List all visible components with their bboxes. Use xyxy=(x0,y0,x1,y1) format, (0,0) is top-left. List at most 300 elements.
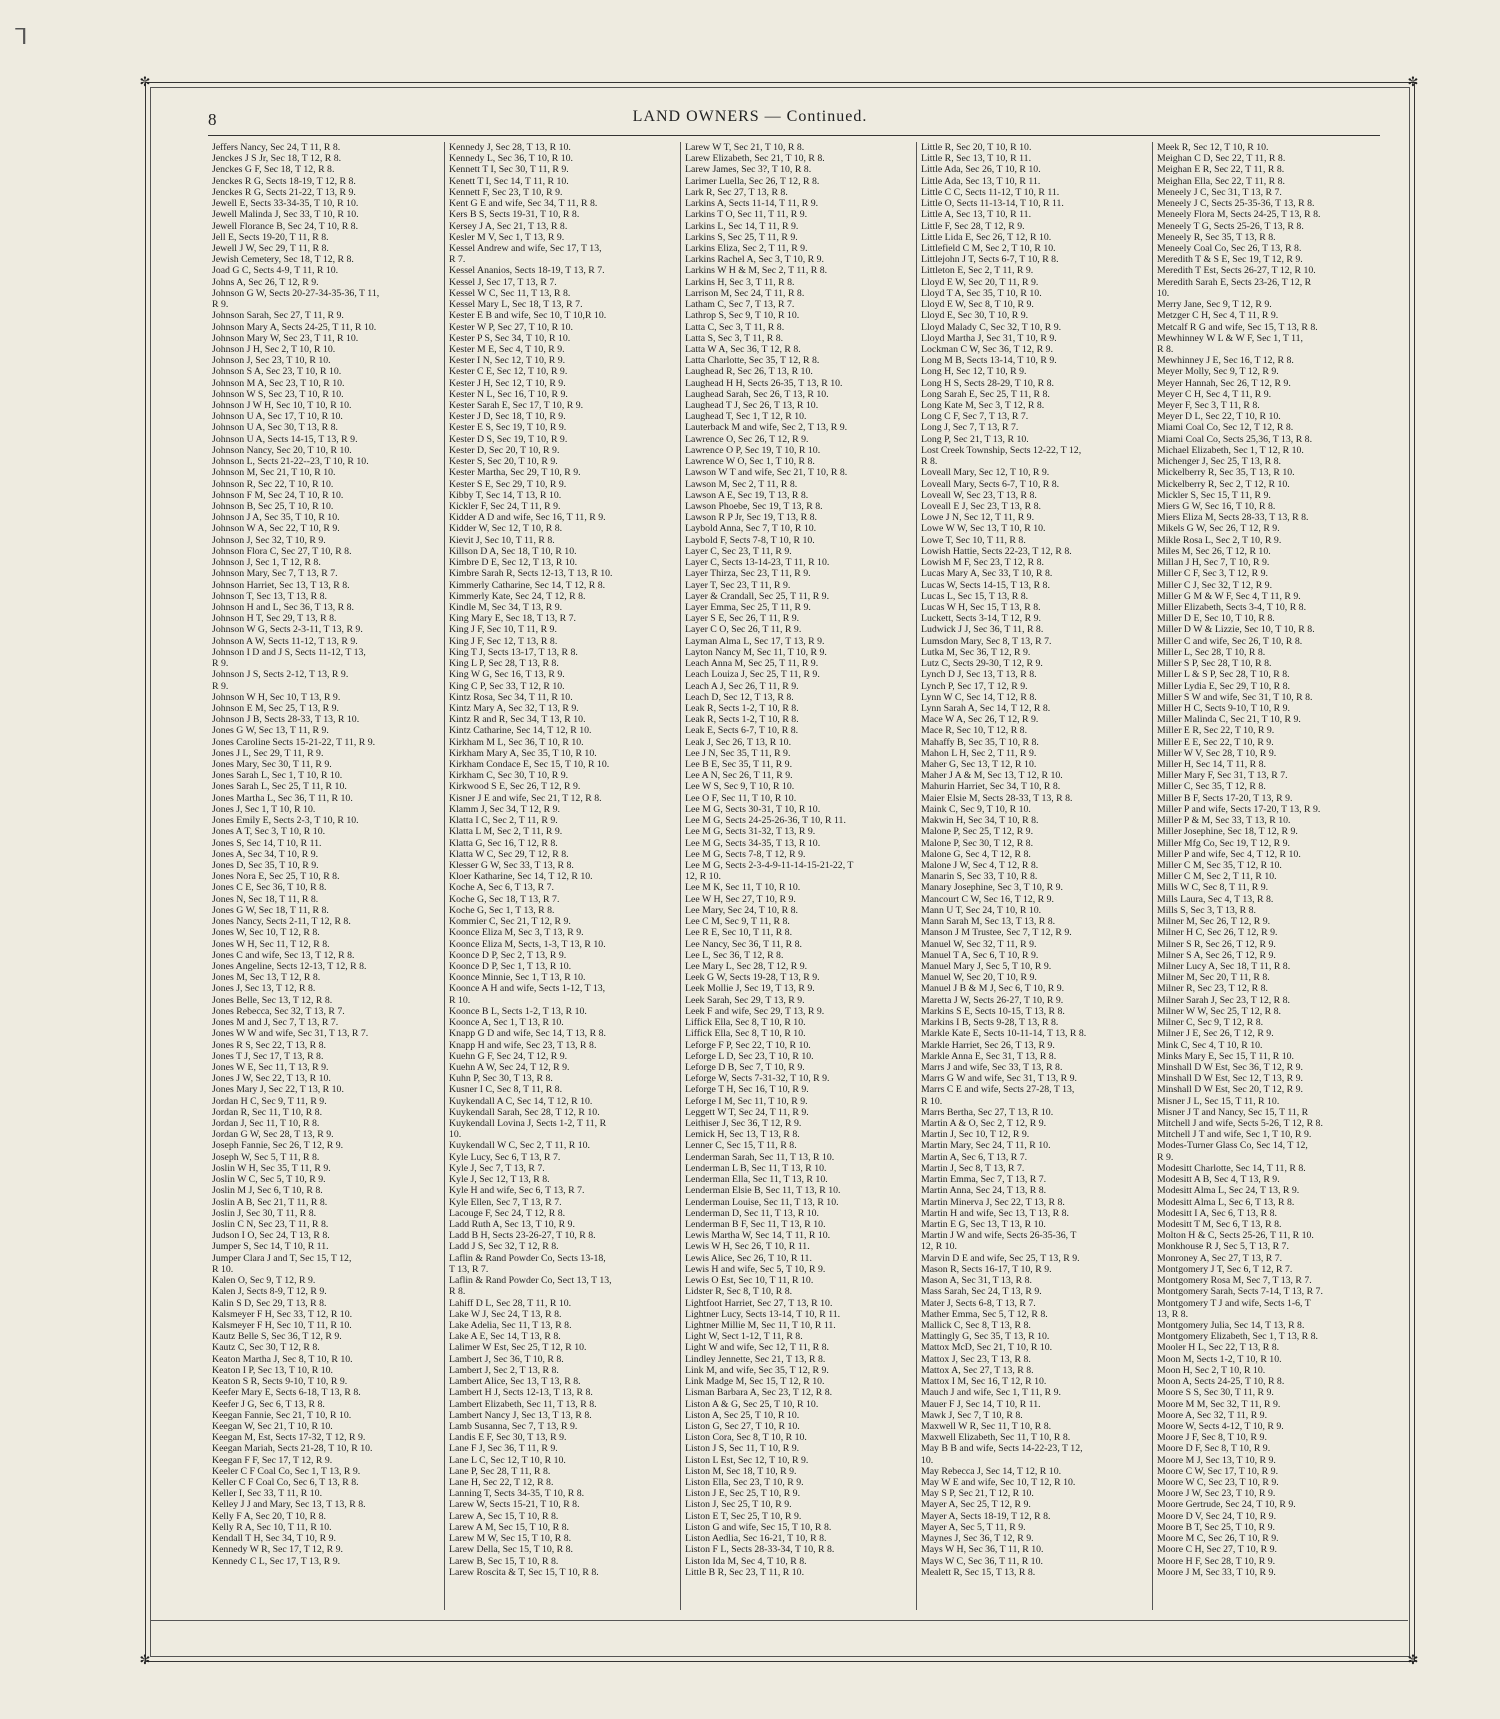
land-owner-entry: Lloyd E W, Sec 20, T 11, R 9. xyxy=(921,276,1039,288)
land-owner-entry: T 13, R 7. xyxy=(449,1263,489,1275)
land-owner-entry: Modesitt A B, Sec 4, T 13, R 9. xyxy=(1157,1174,1280,1186)
land-owner-entry: Kirkwood S E, Sec 26, T 12, R 9. xyxy=(449,781,581,793)
land-owner-entry: Milner J E, Sec 26, T 12, R 9. xyxy=(1157,1028,1274,1040)
land-owner-entry: Knapp H and wife, Sec 23, T 13, R 8. xyxy=(449,1039,597,1051)
land-owner-entry: Leak R, Sects 1-2, T 10, R 8. xyxy=(685,714,799,726)
land-owner-entry: Jones Belle, Sec 13, T 12, R 8. xyxy=(212,994,333,1006)
land-owner-entry: Larkins H, Sec 3, T 11, R 8. xyxy=(685,276,795,288)
land-owner-entry: Lawson W T and wife, Sec 21, T 10, R 8. xyxy=(685,467,848,479)
land-owner-entry: Kelly R A, Sec 10, T 11, R 10. xyxy=(212,1521,332,1533)
land-owner-entry: Laughead T, Sec 1, T 12, R 10. xyxy=(685,411,807,423)
land-owner-entry: Lisman Barbara A, Sec 23, T 12, R 8. xyxy=(685,1387,833,1399)
land-owner-entry: Kyle Lucy, Sec 6, T 13, R 7. xyxy=(449,1151,561,1163)
land-owner-entry: Jones D, Sec 35, T 10, R 9. xyxy=(212,860,319,871)
land-owner-entry: Johnson J, Sec 23, T 10, R 10. xyxy=(212,355,331,367)
land-owner-entry: Kennett T I, Sec 30, T 11, R 9. xyxy=(449,164,569,176)
land-owner-entry: Klattа I C, Sec 2, T 11, R 9. xyxy=(449,815,558,827)
land-owner-entry: Meredith T & S E, Sec 19, T 12, R 9. xyxy=(1157,254,1303,266)
land-owner-entry: Kusner I C, Sec 8, T 11, R 8. xyxy=(449,1084,563,1096)
land-owner-entry: Lawson M, Sec 2, T 11, R 8. xyxy=(685,478,798,490)
land-owner-entry: Lenderman B F, Sec 11, T 13, R 10. xyxy=(685,1219,826,1230)
land-owner-entry: Lenner C, Sec 15, T 11, R 8. xyxy=(685,1140,797,1152)
listing-column xyxy=(444,142,680,1610)
land-owner-entry: Kyle J, Sec 7, T 13, R 7. xyxy=(449,1162,545,1174)
land-owner-entry: Johnson J S, Sects 2-12, T 13, R 9. xyxy=(212,669,349,681)
land-owner-entry: Martin E G, Sec 13, T 13, R 10. xyxy=(921,1219,1046,1230)
land-owner-entry: Mass Sarah, Sec 24, T 13, R 9. xyxy=(921,1286,1042,1298)
land-owner-entry: Miller P and wife, Sects 17-20, T 13, R 9. xyxy=(1157,803,1321,815)
land-owner-entry: Liffick Ella, Sec 8, T 10, R 10. xyxy=(685,1028,806,1040)
land-owner-entry: Kester P S, Sec 34, T 10, R 10. xyxy=(449,332,571,344)
land-owner-entry: Milner M, Sec 26, T 12, R 9. xyxy=(1157,916,1271,928)
land-owner-entry: Meneely J C, Sec 31, T 13, R 7. xyxy=(1157,186,1282,198)
land-owner-entry: Jenckes R G, Sects 21-22, T 13, R 9. xyxy=(212,186,356,198)
land-owner-entry: Kalen O, Sec 9, T 12, R 9. xyxy=(212,1275,316,1287)
land-owner-entry: Marrs G W and wife, Sec 31, T 13, R 9. xyxy=(921,1073,1078,1085)
land-owner-entry: Jones Nora E, Sec 25, T 10, R 8. xyxy=(212,871,340,883)
land-owner-entry: Johnson Mary, Sec 7, T 13, R 7. xyxy=(212,568,338,580)
land-owner-entry: Lockman C W, Sec 36, T 12, R 9. xyxy=(921,343,1053,355)
land-owner-entry: Kester J D, Sec 18, T 10, R 9. xyxy=(449,411,566,423)
land-owner-entry: Lenderman Elsie B, Sec 11, T 13, R 10. xyxy=(685,1185,841,1197)
pencil-mark: ᒣ xyxy=(14,24,28,49)
land-owner-entry: Minshall D W Est, Sec 36, T 12, R 9. xyxy=(1157,1061,1303,1073)
land-owner-entry: Kers B S, Sects 19-31, T 10, R 8. xyxy=(449,209,580,221)
land-owner-entry: Markle Harriet, Sec 26, T 13, R 9. xyxy=(921,1039,1055,1051)
land-owner-entry: Liston G and wife, Sec 15, T 10, R 8. xyxy=(685,1521,832,1533)
land-owner-entry: Miles M, Sec 26, T 12, R 10. xyxy=(1157,545,1271,557)
land-owner-entry: Kuykendall Lovina J, Sects 1-2, T 11, R xyxy=(449,1118,607,1130)
land-owner-entry: Joad G C, Sects 4-9, T 11, R 10. xyxy=(212,265,339,277)
land-owner-entry: Jumper Clara J and T, Sec 15, T 12, xyxy=(212,1252,352,1264)
land-owner-entry: Milner M, Sec 20, T 11, R 8. xyxy=(1157,972,1270,984)
land-owner-entry: Kelly F A, Sec 20, T 10, R 8. xyxy=(212,1510,326,1522)
land-owner-entry: Kirkham Mary A, Sec 35, T 10, R 10. xyxy=(449,747,597,759)
land-owner-entry: Meneely J C, Sects 25-35-36, T 13, R 8. xyxy=(1157,198,1315,210)
land-owner-entry: Larkins A, Sects 11-14, T 11, R 9. xyxy=(685,198,819,210)
land-owner-entry: Miller Malinda C, Sec 21, T 10, R 9. xyxy=(1157,714,1301,726)
land-owner-entry: Lewis H and wife, Sec 5, T 10, R 9. xyxy=(685,1263,826,1275)
land-owner-entry: Lambert Alice, Sec 13, T 13, R 8. xyxy=(449,1376,581,1388)
land-owner-entry: Koonce A H and wife, Sects 1-12, T 13, xyxy=(449,983,606,995)
land-owner-entry: Montgomery J T, Sec 6, T 12, R 7. xyxy=(1157,1263,1293,1275)
land-owner-entry: King J F, Sec 12, T 13, R 8. xyxy=(449,635,558,647)
listing-column xyxy=(916,142,1152,1610)
land-owner-entry: Leforge I M, Sec 11, T 10, R 9. xyxy=(685,1095,808,1107)
land-owner-entry: Minshall D W Est, Sec 20, T 12, R 9. xyxy=(1157,1084,1303,1096)
land-owner-entry: Jones Rebecca, Sec 32, T 13, R 7. xyxy=(212,1005,345,1017)
land-owner-entry: Moore J W, Sec 23, T 10, R 9. xyxy=(1157,1488,1276,1500)
land-owner-entry: Lee M G, Sects 2-3-4-9-11-14-15-21-22, T xyxy=(685,860,854,871)
land-owner-entry: Lynch P, Sec 17, T 12, R 9. xyxy=(921,680,1028,692)
land-owner-entry: Meneely Coal Co, Sec 26, T 13, R 8. xyxy=(1157,242,1302,254)
land-owner-entry: Lathrop S, Sec 9, T 10, R 10. xyxy=(685,310,800,322)
land-owner-entry: Liston M, Sec 18, T 10, R 9. xyxy=(685,1465,797,1477)
corner-ornament-icon: ✼ xyxy=(1407,1652,1419,1667)
land-owner-entry: Lloyd T A, Sec 35, T 10, R 10. xyxy=(921,287,1042,299)
land-owner-entry: Lawson Phoebe, Sec 19, T 13, R 8. xyxy=(685,501,823,512)
land-owner-entry: Modesitt Alma L, Sec 24, T 13, R 9. xyxy=(1157,1185,1300,1197)
land-owner-entry: Moore B T, Sec 25, T 10, R 9. xyxy=(1157,1521,1275,1533)
land-owner-entry: Montgomery Julia, Sec 14, T 13, R 8. xyxy=(1157,1319,1305,1331)
land-owner-entry: Johnson U A, Sec 30, T 13, R 8. xyxy=(212,422,338,434)
land-owner-entry: Liston J E, Sec 25, T 10, R 9. xyxy=(685,1488,801,1500)
land-owner-entry: Lynch D J, Sec 13, T 13, R 8. xyxy=(921,669,1037,681)
land-owner-entry: Larkins L, Sec 14, T 11, R 9. xyxy=(685,220,799,232)
land-owner-entry: Mealett R, Sec 15, T 13, R 8. xyxy=(921,1566,1036,1578)
land-owner-entry: Lambert J, Sec 2, T 13, R 8. xyxy=(449,1364,559,1376)
land-owner-entry: Liston J, Sec 25, T 10, R 9. xyxy=(685,1499,792,1511)
land-owner-entry: Kintz Catharine, Sec 14, T 12, R 10. xyxy=(449,725,592,737)
land-owner-entry: Mason R, Sects 16-17, T 10, R 9. xyxy=(921,1263,1052,1275)
land-owner-entry: Meighan Ella, Sec 22, T 11, R 8. xyxy=(1157,175,1285,187)
land-owner-entry: Meyer F, Sec 3, T 11, R 8. xyxy=(1157,400,1260,412)
land-owner-entry: Liston E T, Sec 25, T 10, R 9. xyxy=(685,1510,802,1522)
land-owner-entry: Johnson H and L, Sec 36, T 13, R 8. xyxy=(212,601,354,613)
land-owner-entry: Markins I B, Sects 9-28, T 13, R 8. xyxy=(921,1017,1059,1029)
land-owner-entry: Johnson Mary A, Sects 24-25, T 11, R 10. xyxy=(212,321,377,333)
corner-ornament-icon: ✼ xyxy=(1407,74,1419,89)
land-owner-entry: Michenger J, Sec 25, T 13, R 8. xyxy=(1157,456,1281,468)
land-owner-entry: Layer S E, Sec 26, T 11, R 9. xyxy=(685,613,800,625)
land-owner-entry: Lawson A E, Sec 19, T 13, R 8. xyxy=(685,489,809,501)
land-owner-entry: Latta W A, Sec 36, T 12, R 8. xyxy=(685,343,801,355)
land-owner-entry: Jones Mary J, Sec 22, T 13, R 10. xyxy=(212,1084,344,1096)
land-owner-entry: Jell E, Sects 19-20, T 11, R 8. xyxy=(212,231,329,243)
land-owner-entry: Loveall W, Sec 23, T 13, R 8. xyxy=(921,489,1037,501)
listing-column xyxy=(680,142,916,1610)
land-owner-entry: Layer C, Sects 13-14-23, T 11, R 10. xyxy=(685,557,830,569)
land-owner-entry: Modesitt Alma L, Sec 6, T 13, R 8. xyxy=(1157,1196,1295,1208)
land-owner-entry: Mather Emma, Sec 5, T 12, R 8. xyxy=(921,1308,1048,1320)
land-owner-entry: Miller H C, Sects 9-10, T 10, R 9. xyxy=(1157,702,1290,714)
land-owner-entry: Kester D, Sec 20, T 10, R 9. xyxy=(449,444,560,456)
land-owner-entry: Jones W H, Sec 11, T 12, R 8. xyxy=(212,938,330,950)
land-owner-entry: Little B R, Sec 23, T 11, R 10. xyxy=(685,1566,805,1578)
land-owner-entry: Kimmerly Catharine, Sec 14, T 12, R 8. xyxy=(449,579,606,591)
land-owner-entry: Little Lida E, Sec 26, T 12, R 10. xyxy=(921,231,1052,243)
land-owner-entry: Kommier C, Sec 21, T 12, R 9. xyxy=(449,916,571,928)
land-owner-entry: Miller H, Sec 14, T 11, R 8. xyxy=(1157,759,1266,771)
land-owner-entry: Light W, Sect 1-12, T 11, R 8. xyxy=(685,1331,803,1343)
land-owner-entry: Kent G E and wife, Sec 34, T 11, R 8. xyxy=(449,198,598,210)
land-owner-entry: Joslin W C, Sec 5, T 10, R 9. xyxy=(212,1174,326,1186)
land-owner-entry: Meneely Flora M, Sects 24-25, T 13, R 8. xyxy=(1157,209,1321,221)
land-owner-entry: Meyer C H, Sec 4, T 11, R 9. xyxy=(1157,388,1272,400)
land-owner-entry: Kintz R and R, Sec 34, T 13, R 10. xyxy=(449,714,586,726)
land-owner-entry: Keegan F F, Sec 17, T 12, R 9. xyxy=(212,1454,333,1466)
land-owner-entry: Martin Minerva J, Sec 22, T 13, R 8. xyxy=(921,1196,1065,1208)
land-owner-entry: Link M, and wife, Sec 35, T 12, R 9. xyxy=(685,1364,829,1376)
land-owner-entry: Moore M M, Sec 32, T 11, R 9. xyxy=(1157,1398,1281,1410)
land-owner-entry: Lenderman L B, Sec 11, T 13, R 10. xyxy=(685,1162,827,1174)
land-owner-entry: Manuel T A, Sec 6, T 10, R 9. xyxy=(921,949,1039,961)
land-owner-entry: R 8. xyxy=(921,456,938,468)
land-owner-entry: May Rebecca J, Sec 14, T 12, R 10. xyxy=(921,1465,1062,1477)
land-owner-entry: Johnson W H, Sec 10, T 13, R 9. xyxy=(212,691,341,703)
land-owner-entry: Lee R E, Sec 10, T 11, R 8. xyxy=(685,927,793,939)
land-owner-entry: Johnson F M, Sec 24, T 10, R 10. xyxy=(212,489,344,501)
land-owner-entry: Kalin S D, Sec 29, T 13, R 8. xyxy=(212,1297,327,1309)
land-owner-entry: Liston A & G, Sec 25, T 10, R 10. xyxy=(685,1398,819,1410)
land-owner-entry: Modes-Turner Glass Co, Sec 14, T 12, xyxy=(1157,1140,1308,1152)
land-owner-entry: Little O, Sects 11-13-14, T 10, R 11. xyxy=(921,198,1064,210)
land-owner-entry: Johnson W S, Sec 23, T 10, R 10. xyxy=(212,388,344,400)
land-owner-listing xyxy=(208,142,1388,1610)
land-owner-entry: Jones J L, Sec 29, T 11, R 9. xyxy=(212,747,324,759)
listing-column xyxy=(1152,142,1388,1610)
land-owner-entry: Lanning T, Sects 34-35, T 10, R 8. xyxy=(449,1488,585,1500)
land-owner-entry: Markins S E, Sects 10-15, T 13, R 8. xyxy=(921,1005,1065,1017)
land-owner-entry: Koche A, Sec 6, T 13, R 7. xyxy=(449,882,554,894)
land-owner-entry: Jordan J, Sec 11, T 10, R 8. xyxy=(212,1118,320,1130)
land-owner-entry: Kester Sarah E, Sec 17, T 10, R 9. xyxy=(449,400,584,412)
land-owner-entry: Jordan H C, Sec 9, T 11, R 9. xyxy=(212,1095,327,1107)
land-owner-entry: Makwin H, Sec 34, T 10, R 8. xyxy=(921,815,1039,827)
land-owner-entry: Kuykendall W C, Sec 2, T 11, R 10. xyxy=(449,1140,590,1152)
land-owner-entry: Larew A M, Sec 15, T 10, R 8. xyxy=(449,1521,569,1533)
land-owner-entry: Keaton I P, Sec 13, T 10, R 10. xyxy=(212,1364,334,1376)
land-owner-entry: Markle Kate E, Sects 10-11-14, T 13, R 8. xyxy=(921,1028,1087,1040)
land-owner-entry: Jordan G W, Sec 28, T 13, R 9. xyxy=(212,1129,334,1141)
land-owner-entry: Latta S, Sec 3, T 11, R 8. xyxy=(685,332,784,344)
land-owner-entry: Layman Alma L, Sec 17, T 13, R 9. xyxy=(685,635,825,647)
land-owner-entry: Kibby T, Sec 14, T 13, R 10. xyxy=(449,489,562,501)
land-owner-entry: Kalsmeyer F H, Sec 10, T 11, R 10. xyxy=(212,1319,352,1331)
land-owner-entry: Milner S R, Sec 26, T 12, R 9. xyxy=(1157,938,1276,950)
land-owner-entry: Liston A, Sec 25, T 10, R 10. xyxy=(685,1409,800,1421)
land-owner-entry: Laughead H H, Sects 26-35, T 13, R 10. xyxy=(685,377,843,389)
land-owner-entry: Klesser G W, Sec 33, T 13, R 8. xyxy=(449,860,574,871)
land-owner-entry: Jeffers Nancy, Sec 24, T 11, R 8. xyxy=(212,142,341,153)
land-owner-entry: Lucas W, Sects 14-15, T 13, R 8. xyxy=(921,579,1050,591)
land-owner-entry: Kessel Mary L, Sec 18, T 13, R 7. xyxy=(449,299,583,311)
land-owner-entry: Kyle H and wife, Sec 6, T 13, R 7. xyxy=(449,1185,585,1197)
land-owner-entry: Mann U T, Sec 24, T 10, R 10. xyxy=(921,904,1042,916)
land-owner-entry: R 10. xyxy=(212,1263,234,1275)
land-owner-entry: Johnson S A, Sec 23, T 10, R 10. xyxy=(212,366,342,378)
land-owner-entry: Little R, Sec 13, T 10, R 11. xyxy=(921,153,1032,165)
land-owner-entry: Minks Mary E, Sec 15, T 11, R 10. xyxy=(1157,1050,1294,1062)
land-owner-entry: Long P, Sec 21, T 13, R 10. xyxy=(921,433,1029,445)
land-owner-entry: Johnson T, Sec 13, T 13, R 8. xyxy=(212,590,327,602)
land-owner-entry: Leek Mollie J, Sec 19, T 13, R 9. xyxy=(685,983,815,995)
land-owner-entry: Leach Louiza J, Sec 25, T 11, R 9. xyxy=(685,669,820,681)
land-owner-entry: Kessel W C, Sec 11, T 13, R 8. xyxy=(449,287,571,299)
land-owner-entry: Jenckes J S Jr, Sec 18, T 12, R 8. xyxy=(212,153,342,165)
land-owner-entry: Littlefield C M, Sec 2, T 10, R 10. xyxy=(921,242,1056,254)
land-owner-entry: Miller Elizabeth, Sects 3-4, T 10, R 8. xyxy=(1157,601,1307,613)
land-owner-entry: May B B and wife, Sects 14-22-23, T 12, xyxy=(921,1443,1083,1455)
land-owner-entry: Mattox A, Sec 27, T 13, R 8. xyxy=(921,1364,1034,1376)
land-owner-entry: Kester N L, Sec 16, T 10, R 9. xyxy=(449,388,568,400)
land-owner-entry: Kuykendall A C, Sec 14, T 12, R 10. xyxy=(449,1095,593,1107)
land-owner-entry: Kennedy W R, Sec 17, T 12, R 9. xyxy=(212,1544,343,1556)
land-owner-entry: Mancourt C W, Sec 16, T 12, R 9. xyxy=(921,893,1054,905)
land-owner-entry: Martin A, Sec 6, T 13, R 7. xyxy=(921,1151,1028,1163)
land-owner-entry: Lee B E, Sec 35, T 11, R 9. xyxy=(685,759,793,771)
land-owner-entry: R 9. xyxy=(212,658,229,670)
land-owner-entry: Modesitt I A, Sec 6, T 13, R 8. xyxy=(1157,1207,1277,1219)
land-owner-entry: Lambert Elizabeth, Sec 11, T 13, R 8. xyxy=(449,1398,597,1410)
land-owner-entry: Koonce Eliza M, Sec 3, T 13, R 9. xyxy=(449,927,584,939)
land-owner-entry: Misner J L, Sec 15, T 11, R 10. xyxy=(1157,1095,1280,1107)
land-owner-entry: Mills S, Sec 3, T 13, R 8. xyxy=(1157,904,1256,916)
land-owner-entry: Lee M K, Sec 11, T 10, R 10. xyxy=(685,882,801,894)
land-owner-entry: Keegan Mariah, Sects 21-28, T 10, R 10. xyxy=(212,1443,373,1455)
land-owner-entry: Leach D, Sec 12, T 13, R 8. xyxy=(685,691,794,703)
land-owner-entry: Lacouge F, Sec 24, T 12, R 8. xyxy=(449,1207,566,1219)
land-owner-entry: Maxwell W R, Sec 11, T 10, R 8. xyxy=(921,1420,1052,1432)
land-owner-entry: King T J, Sects 13-17, T 13, R 8. xyxy=(449,646,578,658)
land-owner-entry: Manson J M Trustee, Sec 7, T 12, R 9. xyxy=(921,927,1072,939)
land-owner-entry: Lumsdon Mary, Sec 8, T 13, R 7. xyxy=(921,635,1052,647)
land-owner-entry: Kirkham C, Sec 30, T 10, R 9. xyxy=(449,770,569,782)
land-owner-entry: Jones A T, Sec 3, T 10, R 10. xyxy=(212,826,326,838)
land-owner-entry: Jones Nancy, Sects 2-11, T 12, R 8. xyxy=(212,916,351,928)
land-owner-entry: Loveall Mary, Sec 12, T 10, R 9. xyxy=(921,467,1050,479)
land-owner-entry: Johnson Sarah, Sec 27, T 11, R 9. xyxy=(212,310,344,322)
land-owner-entry: Laflin & Rand Powder Co, Sects 13-18, xyxy=(449,1252,606,1264)
land-owner-entry: Martin Emma, Sec 7, T 13, R 7. xyxy=(921,1174,1047,1186)
land-owner-entry: Miller C, Sec 35, T 12, R 8. xyxy=(1157,781,1266,793)
land-owner-entry: Jones Mary, Sec 30, T 11, R 9. xyxy=(212,759,332,771)
land-owner-entry: Mayer A, Sects 18-19, T 12, R 8. xyxy=(921,1510,1051,1522)
land-owner-entry: Keefer Mary E, Sects 6-18, T 13, R 8. xyxy=(212,1387,361,1399)
land-owner-entry: Kester Martha, Sec 29, T 10, R 9. xyxy=(449,467,581,479)
land-owner-entry: Meneely T G, Sects 25-26, T 13, R 8. xyxy=(1157,220,1304,232)
land-owner-entry: Lake W J, Sec 24, T 13, R 8. xyxy=(449,1308,562,1320)
land-owner-entry: Manarin S, Sec 33, T 10, R 8. xyxy=(921,871,1038,883)
land-owner-entry: Miller D E, Sec 10, T 10, R 8. xyxy=(1157,613,1275,625)
land-owner-entry: Littleton E, Sec 2, T 11, R 9. xyxy=(921,265,1034,277)
land-owner-entry: Lambert H J, Sects 12-13, T 13, R 8. xyxy=(449,1387,593,1399)
land-owner-entry: Larkins W H & M, Sec 2, T 11, R 8. xyxy=(685,265,828,277)
land-owner-entry: Meyer Hannah, Sec 26, T 12, R 9. xyxy=(1157,377,1291,389)
land-owner-entry: Koonce D P, Sec 1, T 13, R 10. xyxy=(449,960,572,972)
land-owner-entry: Jewell J W, Sec 29, T 11, R 8. xyxy=(212,242,329,254)
land-owner-entry: Miller C M, Sec 2, T 11, R 10. xyxy=(1157,871,1277,883)
land-owner-entry: Judson I O, Sec 24, T 13, R 8. xyxy=(212,1230,330,1242)
land-owner-entry: Lightner Millie M, Sec 11, T 10, R 11. xyxy=(685,1319,836,1331)
land-owner-entry: Jones C E, Sec 36, T 10, R 8. xyxy=(212,882,327,894)
land-owner-entry: Liston Ida M, Sec 4, T 10, R 8. xyxy=(685,1555,807,1567)
land-owner-entry: Meighan E R, Sec 22, T 11, R 8. xyxy=(1157,164,1285,176)
land-owner-entry: Kester D S, Sec 19, T 10, R 9. xyxy=(449,433,568,445)
land-owner-entry: Latta Charlotte, Sec 35, T 12, R 8. xyxy=(685,355,820,367)
land-owner-entry: Mattingly G, Sec 35, T 13, R 10. xyxy=(921,1331,1050,1343)
land-owner-entry: Leforge F P, Sec 22, T 10, R 10. xyxy=(685,1039,811,1051)
land-owner-entry: Johnson G W, Sects 20-27-34-35-36, T 11, xyxy=(212,287,380,299)
land-owner-entry: Mattox I M, Sec 16, T 12, R 10. xyxy=(921,1376,1047,1388)
land-owner-entry: Lowe W W, Sec 13, T 10, R 10. xyxy=(921,523,1046,535)
land-owner-entry: Jones Sarah L, Sec 25, T 11, R 10. xyxy=(212,781,347,793)
land-owner-entry: Moore J M, Sec 33, T 10, R 9. xyxy=(1157,1566,1276,1578)
land-owner-entry: Keegan W, Sec 21, T 10, R 10. xyxy=(212,1420,333,1432)
land-owner-entry: Miller E R, Sec 22, T 10, R 9. xyxy=(1157,725,1275,737)
land-owner-entry: Mahurin Harriet, Sec 34, T 10, R 8. xyxy=(921,781,1061,793)
land-owner-entry: Latham C, Sec 7, T 13, R 7. xyxy=(685,299,795,311)
land-owner-entry: Jones J W, Sec 22, T 13, R 10. xyxy=(212,1073,331,1085)
land-owner-entry: Miami Coal Co, Sects 25,36, T 13, R 8. xyxy=(1157,433,1313,445)
land-owner-entry: Kidder W, Sec 12, T 10, R 8. xyxy=(449,523,563,535)
land-owner-entry: Martin A & O, Sec 2, T 12, R 9. xyxy=(921,1118,1047,1130)
land-owner-entry: Milner Sarah J, Sec 23, T 12, R 8. xyxy=(1157,994,1290,1006)
land-owner-entry: Martin Anna, Sec 24, T 13, R 8. xyxy=(921,1185,1047,1197)
land-owner-entry: Kester I N, Sec 12, T 10, R 9. xyxy=(449,355,566,367)
land-owner-entry: Laughead R, Sec 26, T 13, R 10. xyxy=(685,366,813,378)
land-owner-entry: Johnson J, Sec 1, T 12, R 8. xyxy=(212,557,321,569)
land-owner-entry: Lambert J, Sec 36, T 10, R 8. xyxy=(449,1353,564,1365)
land-owner-entry: Larew M W, Sec 15, T 10, R 8. xyxy=(449,1533,572,1545)
land-owner-entry: Johnson Nancy, Sec 20, T 10, R 10. xyxy=(212,444,352,456)
land-owner-entry: Johnson L, Sects 21-22--23, T 10, R 10. xyxy=(212,456,369,468)
land-owner-entry: Kyle J, Sec 12, T 13, R 8. xyxy=(449,1174,550,1186)
land-owner-entry: Joseph Fannie, Sec 26, T 12, R 9. xyxy=(212,1140,344,1152)
land-owner-entry: Lewis Martha W, Sec 14, T 11, R 10. xyxy=(685,1230,831,1242)
land-owner-entry: Johnson W G, Sects 2-3-11, T 13, R 9. xyxy=(212,624,363,636)
corner-ornament-icon: ✼ xyxy=(139,74,151,89)
land-owner-entry: Leforge T H, Sec 16, T 10, R 9. xyxy=(685,1084,809,1096)
corner-ornament-icon: ✼ xyxy=(139,1652,151,1667)
land-owner-entry: Meneely R, Sec 35, T 13, R 8. xyxy=(1157,231,1276,243)
land-owner-entry: Jones S, Sec 14, T 10, R 11. xyxy=(212,837,322,849)
land-owner-entry: Kesler M V, Sec 1, T 13, R 9. xyxy=(449,231,565,243)
land-owner-entry: Meyer D L, Sec 22, T 10, R 10. xyxy=(1157,411,1281,423)
land-owner-entry: Lenderman Sarah, Sec 11, T 13, R 10. xyxy=(685,1151,835,1163)
land-owner-entry: Lowe J N, Sec 12, T 11, R 9. xyxy=(921,512,1035,524)
land-owner-entry: Kloer Katharine, Sec 14, T 12, R 10. xyxy=(449,871,593,883)
land-owner-entry: Jones W E, Sec 11, T 13, R 9. xyxy=(212,1061,329,1073)
land-owner-entry: Johnson J A, Sec 35, T 10, R 10. xyxy=(212,512,340,524)
land-owner-entry: Keaton S R, Sects 9-10, T 10, R 9. xyxy=(212,1376,348,1388)
land-owner-entry: Miller Lydia E, Sec 29, T 10, R 8. xyxy=(1157,680,1290,692)
land-owner-entry: Milner Lucy A, Sec 18, T 11, R 8. xyxy=(1157,960,1291,972)
land-owner-entry: Markle Anna E, Sec 31, T 13, R 8. xyxy=(921,1050,1057,1062)
land-owner-entry: Jenckes R G, Sects 18-19, T 12, R 8. xyxy=(212,175,356,187)
land-owner-entry: Long H S, Sects 28-29, T 10, R 8. xyxy=(921,377,1054,389)
land-owner-entry: R 9. xyxy=(212,680,229,692)
land-owner-entry: Meredith T Est, Sects 26-27, T 12, R 10. xyxy=(1157,265,1316,277)
land-owner-entry: Kelley J J and Mary, Sec 13, T 13, R 8. xyxy=(212,1499,366,1511)
land-owner-entry: Keller C F Coal Co, Sec 6, T 13, R 8. xyxy=(212,1477,359,1489)
land-owner-entry: Lewis O Est, Sec 10, T 11, R 10. xyxy=(685,1275,814,1287)
land-owner-entry: Martin H and wife, Sec 13, T 13, R 8. xyxy=(921,1207,1069,1219)
land-owner-entry: Kautz Belle S, Sec 36, T 12, R 9. xyxy=(212,1331,342,1343)
land-owner-entry: Lauterback M and wife, Sec 2, T 13, R 9. xyxy=(685,422,848,434)
land-owner-entry: Keegan Fannie, Sec 21, T 10, R 10. xyxy=(212,1409,352,1421)
land-owner-entry: Leach Anna M, Sec 25, T 11, R 9. xyxy=(685,658,819,670)
land-owner-entry: Moore W C, Sec 23, T 10, R 9. xyxy=(1157,1477,1279,1489)
land-owner-entry: Lenderman Louise, Sec 11, T 13, R 10. xyxy=(685,1196,839,1208)
land-owner-entry: Kimmerly Kate, Sec 24, T 12, R 8. xyxy=(449,590,586,602)
land-owner-entry: Modesitt Charlotte, Sec 14, T 11, R 8. xyxy=(1157,1162,1306,1174)
land-owner-entry: 13, R 8. xyxy=(1157,1308,1189,1320)
land-owner-entry: Luckett, Sects 3-14, T 12, R 9. xyxy=(921,613,1041,625)
land-owner-entry: Kendall T H, Sec 34, T 10, R 9. xyxy=(212,1533,336,1545)
land-owner-entry: Jones W W and wife, Sec 31, T 13, R 7. xyxy=(212,1028,369,1040)
land-owner-entry: Molton H & C, Sects 25-26, T 11, R 10. xyxy=(1157,1230,1314,1242)
land-owner-entry: Ladd J S, Sec 32, T 12, R 8. xyxy=(449,1241,559,1253)
land-owner-entry: Mickelberry R, Sec 2, T 12, R 10. xyxy=(1157,478,1290,490)
land-owner-entry: Lidster R, Sec 8, T 10, R 8. xyxy=(685,1286,793,1298)
land-owner-entry: Leak R, Sects 1-2, T 10, R 8. xyxy=(685,702,799,714)
land-owner-entry: Lloyd Malady C, Sec 32, T 10, R 9. xyxy=(921,321,1062,333)
land-owner-entry: Modesitt T M, Sec 6, T 13, R 8. xyxy=(1157,1219,1282,1230)
land-owner-entry: May S P, Sec 21, T 12, R 10. xyxy=(921,1488,1034,1500)
land-owner-entry: Lake Adelia, Sec 11, T 13, R 8. xyxy=(449,1319,572,1331)
land-owner-entry: Kennedy L, Sec 36, T 10, R 10. xyxy=(449,153,573,165)
